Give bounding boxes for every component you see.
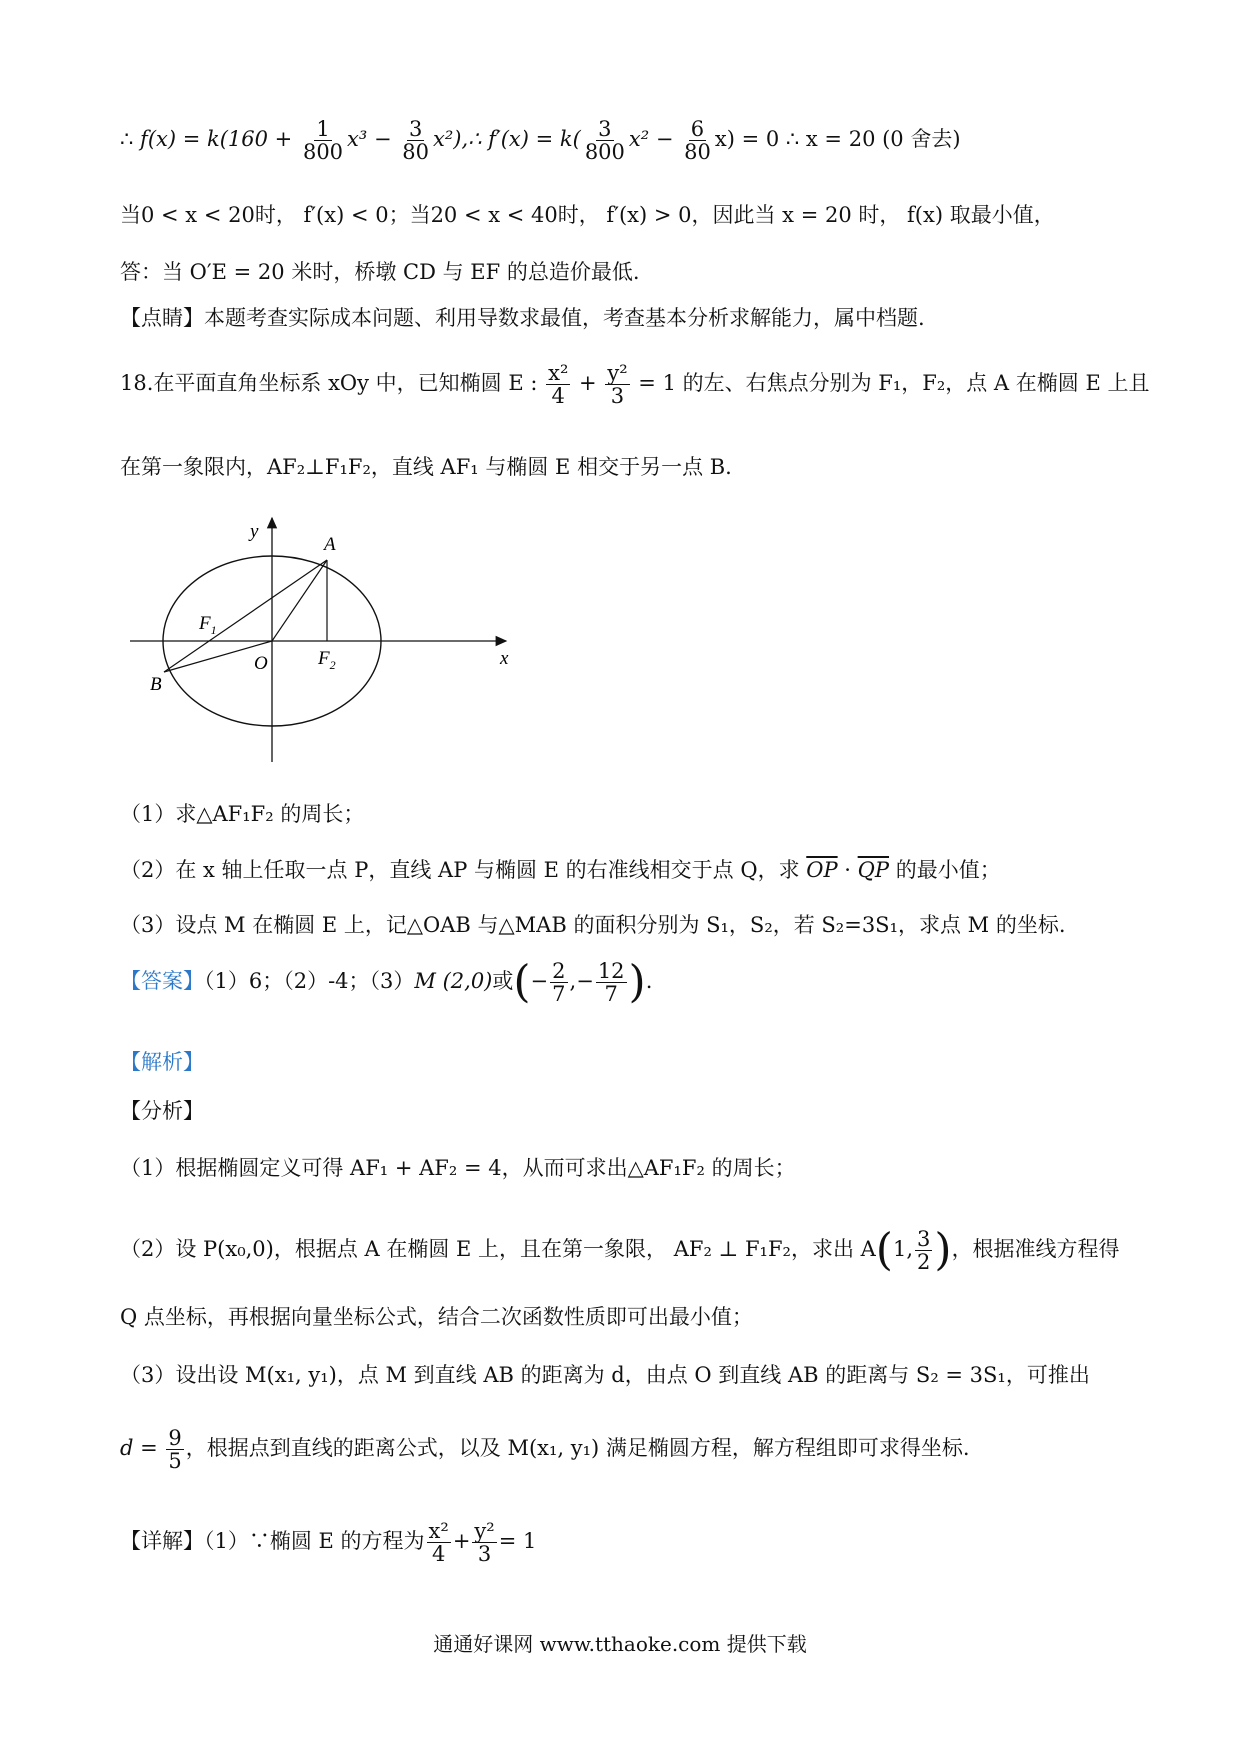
question-2-text: 的最小值； <box>889 858 1001 882</box>
analysis-2-text: （2）设 P(x₀,0)，根据点 A 在椭圆 E 上，且在第一象限， AF₂ ⊥ F₁F₂，求出 A <box>120 1237 876 1262</box>
point-B-label: B <box>150 674 162 695</box>
segment-AO <box>272 560 327 641</box>
fraction: $\frac{12}{7}$ <box>597 959 625 1007</box>
analysis-3-text: ，根据点到直线的距离公式，以及 M(x₁, y₁) 满足椭圆方程，解方程组即可求得坐标. <box>185 1436 970 1461</box>
solution-line-1 <box>120 118 961 163</box>
fraction: $\frac{3}{800}$ <box>584 117 625 165</box>
solution-line-3: 答：当 O′E = 20 米时，桥墩 CD 与 EF 的总造价最低. <box>120 260 640 284</box>
vector-OP: $\overline{OP}$ <box>806 858 838 882</box>
detail-tag: 【详解】 <box>120 1529 204 1554</box>
page-footer: 通通好课网 www.tthaoke.com 提供下载 <box>433 1632 807 1656</box>
formula-part: x²),∴ f′(x) = k( <box>433 127 581 152</box>
question-1: （1）求△AF₁F₂ 的周长； <box>120 802 365 826</box>
point-A-label: A <box>324 534 336 555</box>
problem-line-2: 在第一象限内，AF₂⊥F₁F₂，直线 AF₁ 与椭圆 E 相交于另一点 B. <box>120 455 732 479</box>
fraction-x: $\frac{\text{x²}}{4}$ <box>548 361 569 409</box>
question-2-text: （2）在 x 轴上任取一点 P，直线 AP 与椭圆 E 的右准线相交于点 Q，求 <box>120 858 807 882</box>
detail-line: 【详解】（1）∵椭圆 E 的方程为 $\frac{\text{x²}}{4}$ + $\frac{\text{y²}}{3}$ = 1 <box>120 1519 537 1567</box>
answer-text: （1）6；（2）-4；（3） <box>204 969 415 994</box>
remark-text: 本题考查实际成本问题、利用导数求最值，考查基本分析求解能力，属中档题. <box>204 306 925 330</box>
formula-part: x² − <box>628 127 681 152</box>
fraction: $\frac{6}{80}$ <box>684 117 711 165</box>
fenxi-tag: 【分析】 <box>120 1099 204 1123</box>
fraction: $\frac{\text{y²}}{3}$ <box>474 1519 495 1567</box>
fraction: $\frac{1}{800}$ <box>302 117 344 165</box>
focus-F1-label: $F_1$ <box>199 613 217 637</box>
y-label: y <box>250 521 259 542</box>
fraction: $\frac{\text{x²}}{4}$ <box>428 1519 449 1567</box>
formula-part: x³ − <box>347 127 399 152</box>
detail-text: （1）∵椭圆 E 的方程为 <box>204 1529 425 1554</box>
fraction: $\frac{3}{80}$ <box>402 117 429 165</box>
x-label: x <box>500 648 509 669</box>
solution-line-2: 当0 < x < 20时， f′(x) < 0；当20 < x < 40时， f′(x) > 0，因此当 x = 20 时， f(x) 取最小值， <box>120 203 1055 227</box>
segment-AB <box>164 560 327 672</box>
formula-part: f(x) = k(160 + <box>140 127 299 152</box>
analysis-2: （2）设 P(x₀,0)，根据点 A 在椭圆 E 上，且在第一象限， AF₂ ⊥ F₁F₂，求出 A(1, $\frac{3}{2}$ )，根据准线方程得 <box>120 1224 1120 1276</box>
answer-point-1: M (2,0) <box>414 969 493 994</box>
answer-tag: 【答案】 <box>120 969 204 994</box>
fraction-y: $\frac{\text{y²}}{3}$ <box>607 361 628 409</box>
analysis-2-continued: Q 点坐标，再根据向量坐标公式，结合二次函数性质即可出最小值； <box>120 1305 753 1329</box>
origin-label: O <box>254 653 268 674</box>
problem-text: 18.在平面直角坐标系 xOy 中，已知椭圆 E : <box>120 371 545 396</box>
focus-F2-label: $F_2$ <box>318 648 336 672</box>
question-3: （3）设点 M 在椭圆 E 上，记△OAB 与△MAB 的面积分别为 S₁，S₂，若 S₂=3S₁，求点 M 的坐标. <box>120 913 1066 937</box>
fraction: $\frac{3}{2}$ <box>917 1227 931 1275</box>
problem-line-1: 18.在平面直角坐标系 xOy 中，已知椭圆 E : $\frac{\text{x²}}{4}$ + $\frac{\text{y²}}{3}$ = 1 的左、右焦点分别为 F₁，F₂，点 A 在椭圆 E 上且 <box>120 361 1150 409</box>
remark-tag: 【点睛】 <box>120 306 204 330</box>
vector-QP: $\overline{QP}$ <box>857 858 890 882</box>
analysis-3-continued: d = $\frac{9}{5}$ ，根据点到直线的距离公式，以及 M(x₁, y₁) 满足椭圆方程，解方程组即可求得坐标. <box>120 1426 970 1474</box>
question-2: （2）在 x 轴上任取一点 P，直线 AP 与椭圆 E 的右准线相交于点 Q，求 $\overline{OP} \cdot \overline{QP}$ 的最小值； <box>120 858 1001 882</box>
fraction: $\frac{2}{7}$ <box>552 959 566 1007</box>
analysis-1: （1）根据椭圆定义可得 AF₁ + AF₂ = 4，从而可求出△AF₁F₂ 的周长； <box>120 1156 796 1180</box>
answer-line: 【答案】（1）6；（2）-4；（3）M (2,0)或(− $\frac{2}{7}$ ,− $\frac{12}{7}$ ). <box>120 956 653 1008</box>
fraction: $\frac{9}{5}$ <box>168 1426 182 1474</box>
therefore-symbol: ∴ <box>120 127 141 152</box>
problem-text: = 1 的左、右焦点分别为 F₁，F₂，点 A 在椭圆 E 上且 <box>631 371 1150 396</box>
remark-line <box>120 306 925 331</box>
analysis-3: （3）设出设 M(x₁, y₁)，点 M 到直线 AB 的距离为 d，由点 O 到直线 AB 的距离与 S₂ = 3S₁，可推出 <box>120 1363 1090 1387</box>
ellipse-figure <box>128 512 528 772</box>
analysis-2-text: ，根据准线方程得 <box>951 1237 1120 1262</box>
formula-part: x) = 0 ∴ x = 20 (0 舍去) <box>714 127 961 152</box>
jiexi-tag: 【解析】 <box>120 1050 204 1074</box>
